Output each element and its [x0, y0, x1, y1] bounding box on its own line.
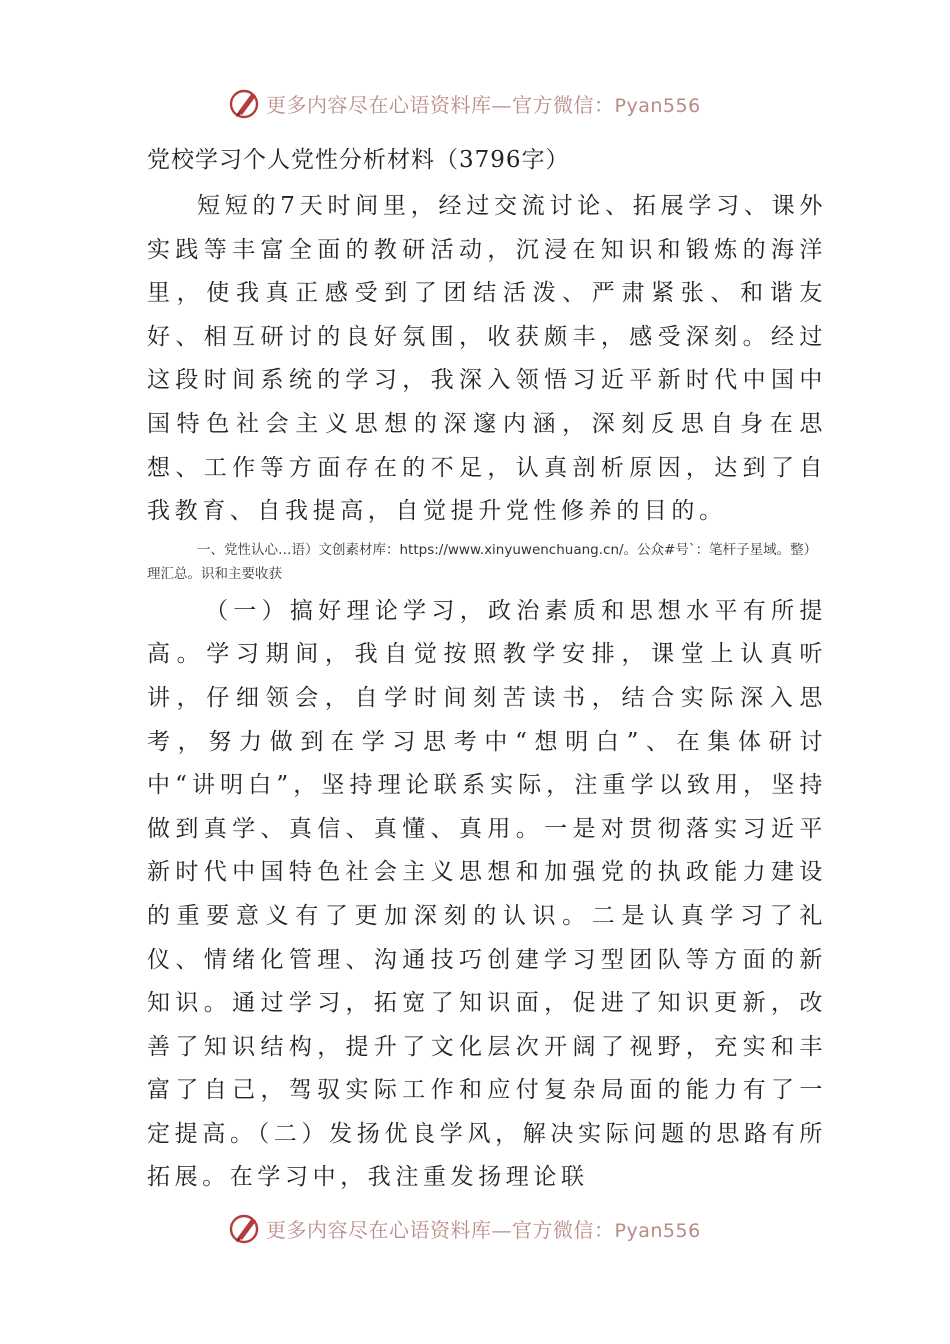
paragraph-intro: 短短的7天时间里，经过交流讨论、拓展学习、课外实践等丰富全面的教研活动，沉浸在知识和锻炼的海洋里，使我真正感受到了团结活泼、严肃紧张、和谐友好、相互研讨的良好氛围，收获颇丰，感受深刻。经过这段时间系统的学习，我深入领悟习近平新时代中国中国特色社会主义思想的深邃内涵，深刻反思自身在思想、工作等方面存在的不足，认真剖析原因，达到了自我教育、自我提高，自觉提升党性修养的目的。 — [147, 193, 827, 525]
watermark-header — [228, 85, 748, 121]
watermark-text: 更多内容尽在心语资料库—官方微信：Pyan556 — [266, 92, 701, 117]
watermark-text: 更多内容尽在心语资料库—官方微信：Pyan556 — [266, 1217, 701, 1242]
watermark-id: Pyan556 — [614, 1219, 701, 1242]
paragraph-section-one: （一）搞好理论学习，政治素质和思想水平有所提高。学习期间，我自觉按照教学安排，课堂上认真听讲，仔细领会，自学时间刻苦读书，结合实际深入思考，努力做到在学习思考中“想明白”、在集体研讨中“讲明白”，坚持理论联系实际，注重学以致用，坚持做到真学、真信、真懂、真用。一是对贯彻落实习近平新时代中国特色社会主义思想和加强党的执政能力建设的重要意义有了更加深刻的认识。二是认真学习了礼仪、情绪化管理、沟通技巧创建学习型团队等方面的新知识。通过学习，拓宽了知识面，促进了知识更新，改善了知识结构，提升了文化层次开阔了视野，充实和丰富了自己，驾驭实际工作和应付复杂局面的能力有了一定提高。（二）发扬优良学风，解决实际问题的思路有所拓展。在学习中，我注重发扬理论联 — [147, 597, 827, 1191]
section-heading-note: 一、党性认心…语）文创素材库：https://www.xinyuwenchuang.cn/。公众#号`：笔杆子星域。整）理汇总。识和主要收获 — [147, 541, 818, 582]
watermark-footer — [228, 1210, 748, 1246]
document-body — [147, 143, 827, 1200]
pen-nib-circle-icon — [228, 1211, 262, 1245]
pen-nib-circle-icon — [228, 86, 262, 120]
document-title: 党校学习个人党性分析材料（3796字） — [147, 147, 570, 173]
watermark-id: Pyan556 — [614, 94, 701, 117]
